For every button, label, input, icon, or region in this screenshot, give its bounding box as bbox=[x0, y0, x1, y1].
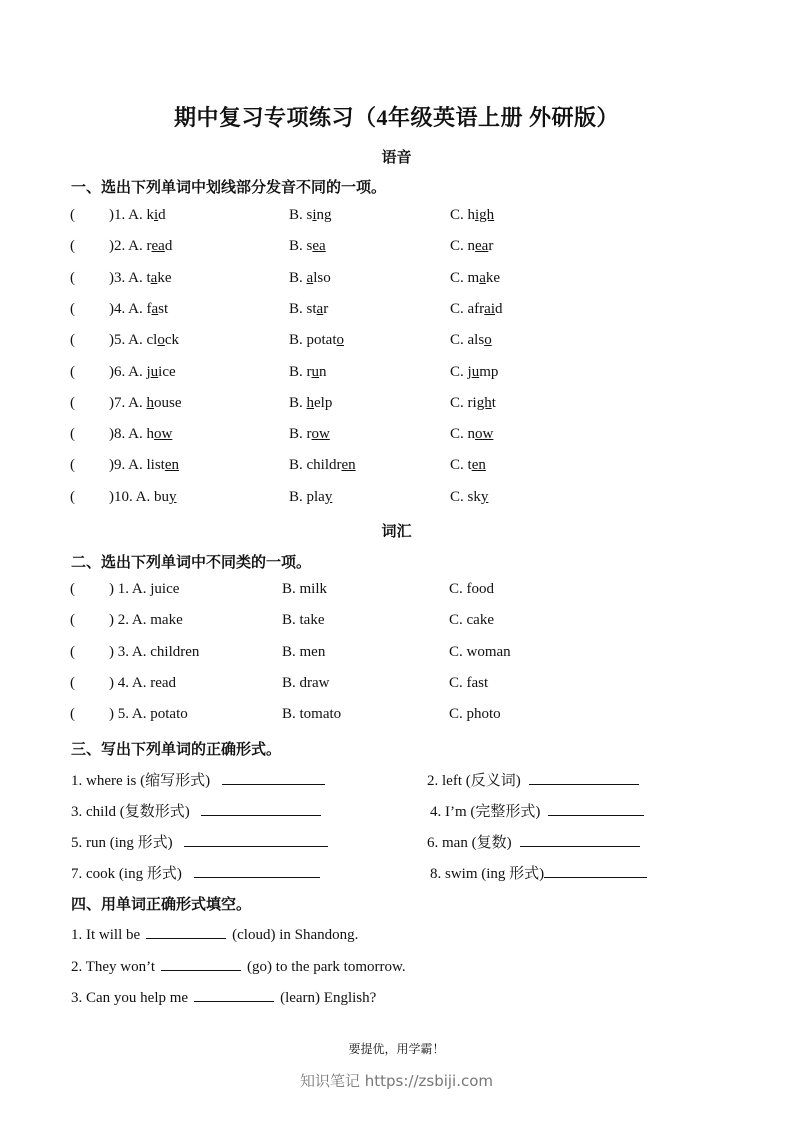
word-part: als bbox=[467, 332, 485, 349]
underlined-part: o bbox=[157, 332, 165, 349]
underlined-part: o bbox=[484, 332, 492, 349]
word-part: t bbox=[467, 457, 472, 474]
answer-line[interactable] bbox=[222, 770, 325, 785]
word-part: d bbox=[495, 300, 503, 317]
option-prefix: B. bbox=[289, 300, 307, 317]
option-a: read bbox=[150, 674, 177, 691]
answer-blank[interactable]: ( bbox=[70, 238, 75, 255]
option-b bbox=[289, 457, 356, 474]
page-title: 期中复习专项练习（4年级英语上册 外研版） bbox=[173, 105, 619, 130]
option-a bbox=[147, 426, 173, 442]
answer-blank[interactable]: ( bbox=[70, 457, 75, 474]
question-row bbox=[0, 489, 793, 511]
answer-blank[interactable]: ( bbox=[70, 332, 75, 349]
option-a: potato bbox=[150, 706, 188, 723]
word-part: j bbox=[146, 363, 151, 380]
question-text: 5. run (ing 形式) bbox=[71, 835, 173, 851]
question-row bbox=[0, 924, 793, 946]
answer-blank[interactable]: ( bbox=[70, 269, 75, 286]
answer-line[interactable] bbox=[544, 863, 647, 878]
question-row bbox=[0, 644, 793, 666]
answer-blank[interactable]: ( bbox=[70, 612, 75, 629]
word-part: d bbox=[158, 207, 166, 223]
question-row bbox=[0, 612, 793, 634]
question-row bbox=[0, 332, 793, 354]
option-prefix: B. bbox=[289, 238, 307, 255]
option-b: B. tomato bbox=[282, 706, 342, 723]
question-text: 1. where is (缩写形式) bbox=[71, 773, 211, 789]
word-part: h bbox=[467, 207, 476, 223]
instruction-part-2: 二、选出下列单词中不同类的一项。 bbox=[71, 555, 312, 571]
sentence-start: 3. Can you help me bbox=[71, 990, 189, 1006]
option-b bbox=[289, 270, 331, 287]
option-a bbox=[147, 207, 166, 223]
fill-sentence bbox=[71, 956, 406, 976]
instruction-part-1: 一、选出下列单词中划线部分发音不同的一项。 bbox=[71, 180, 387, 196]
number-label: )4. A. bbox=[109, 300, 143, 317]
option-prefix: B. bbox=[289, 394, 307, 411]
word-part: r bbox=[146, 238, 152, 255]
option-a bbox=[147, 457, 180, 473]
option-prefix: C. bbox=[450, 300, 468, 317]
word-part: ri bbox=[467, 394, 477, 411]
word-part: pla bbox=[306, 488, 325, 505]
option-b bbox=[289, 207, 332, 224]
question-row bbox=[0, 395, 793, 417]
option-a bbox=[147, 332, 180, 348]
section-heading-pronunciation: 语音 bbox=[381, 150, 412, 166]
answer-line[interactable] bbox=[548, 801, 644, 816]
question-row bbox=[0, 675, 793, 697]
question-row bbox=[0, 301, 793, 323]
option-c bbox=[450, 395, 496, 412]
word-part: n bbox=[467, 238, 476, 255]
answer-blank[interactable]: ( bbox=[70, 488, 75, 505]
word-part: sk bbox=[467, 488, 481, 505]
footer-slogan: 要提优，用学霸！ bbox=[348, 1042, 445, 1056]
word-part: ke bbox=[485, 269, 501, 286]
word-part: s bbox=[306, 207, 313, 223]
section-heading-vocabulary: 词汇 bbox=[381, 524, 412, 540]
number-label: ) 3. A. bbox=[109, 643, 147, 660]
number-label: )8. A. bbox=[109, 426, 143, 443]
word-part: f bbox=[146, 300, 152, 317]
option-prefix: C. bbox=[450, 207, 468, 223]
underlined-part: a bbox=[316, 300, 324, 317]
question-number bbox=[109, 675, 176, 692]
option-prefix: C. bbox=[450, 332, 468, 349]
number-label: )6. A. bbox=[109, 363, 143, 380]
underlined-part: u bbox=[311, 363, 320, 380]
option-c: C. food bbox=[449, 581, 494, 597]
word-part: n bbox=[319, 363, 327, 380]
fill-sentence bbox=[71, 924, 358, 944]
word-part: m bbox=[467, 269, 480, 286]
word-part: childr bbox=[306, 457, 342, 474]
word-part: elp bbox=[314, 394, 333, 411]
underlined-part: y bbox=[169, 488, 177, 505]
option-a: make bbox=[150, 612, 183, 629]
underlined-part: ow bbox=[475, 426, 494, 443]
underlined-part: ea bbox=[312, 238, 326, 255]
answer-blank[interactable]: ( bbox=[70, 674, 75, 691]
option-c: C. cake bbox=[449, 612, 494, 629]
question-number bbox=[109, 489, 177, 506]
option-a bbox=[147, 238, 173, 254]
instruction-part-3: 三、写出下列单词的正确形式。 bbox=[71, 742, 282, 758]
answer-line[interactable] bbox=[146, 924, 226, 939]
number-label: )3. A. bbox=[109, 269, 143, 286]
right-question bbox=[427, 831, 640, 852]
question-number bbox=[109, 706, 188, 723]
option-b bbox=[289, 489, 332, 506]
option-prefix: B. bbox=[289, 269, 307, 286]
answer-blank[interactable]: ( bbox=[70, 643, 75, 660]
option-b: B. draw bbox=[282, 674, 330, 691]
option-b bbox=[289, 364, 327, 381]
answer-line[interactable] bbox=[184, 832, 328, 847]
option-c bbox=[450, 426, 493, 443]
fill-sentence bbox=[71, 987, 376, 1007]
word-part: t bbox=[146, 269, 151, 286]
left-question bbox=[71, 862, 320, 883]
answer-blank[interactable]: ( bbox=[70, 207, 75, 223]
word-part: list bbox=[146, 457, 165, 474]
question-row bbox=[0, 238, 793, 260]
option-c bbox=[450, 489, 488, 506]
option-prefix: B. bbox=[289, 332, 307, 349]
number-label: )7. A. bbox=[109, 394, 143, 411]
word-part: afr bbox=[467, 300, 485, 317]
question-row bbox=[0, 207, 793, 229]
question-number bbox=[109, 395, 182, 412]
question-row bbox=[0, 706, 793, 728]
option-b bbox=[289, 301, 328, 318]
question-row bbox=[0, 956, 793, 978]
left-question bbox=[71, 800, 321, 821]
question-text: 2. left (反义词) bbox=[427, 773, 521, 789]
option-b bbox=[289, 395, 332, 412]
word-part: bu bbox=[154, 488, 169, 505]
underlined-part: igh bbox=[475, 207, 495, 223]
question-number bbox=[109, 207, 166, 224]
word-part: cl bbox=[146, 332, 158, 349]
number-label: )5. A. bbox=[109, 332, 143, 349]
option-a bbox=[147, 270, 172, 286]
word-part: st bbox=[306, 300, 317, 317]
sentence-end: (learn) English? bbox=[280, 990, 377, 1006]
right-question bbox=[430, 862, 647, 883]
underlined-part: a bbox=[479, 269, 486, 286]
question-row bbox=[0, 426, 793, 448]
option-b: B. men bbox=[282, 643, 326, 660]
option-prefix: B. bbox=[289, 488, 307, 505]
right-question bbox=[430, 800, 644, 821]
underlined-part: u bbox=[471, 363, 480, 380]
option-prefix: C. bbox=[450, 488, 468, 505]
question-row bbox=[0, 862, 793, 884]
answer-line[interactable] bbox=[201, 801, 321, 816]
word-part: h bbox=[146, 426, 154, 443]
word-part: r bbox=[488, 238, 494, 255]
word-part: k bbox=[146, 207, 154, 223]
underlined-part: o bbox=[336, 332, 345, 349]
word-part: d bbox=[164, 238, 173, 255]
option-prefix: C. bbox=[450, 394, 468, 411]
sentence-end: (cloud) in Shandong. bbox=[232, 927, 359, 943]
underlined-part: a bbox=[306, 269, 314, 286]
option-prefix: C. bbox=[450, 426, 468, 443]
option-a: children bbox=[150, 643, 200, 660]
word-part: ck bbox=[164, 332, 179, 349]
word-part: lso bbox=[313, 269, 331, 286]
question-number bbox=[109, 270, 172, 287]
question-row bbox=[0, 831, 793, 853]
underlined-part: en bbox=[341, 457, 356, 474]
word-part: n bbox=[467, 426, 476, 443]
underlined-part: y bbox=[324, 488, 333, 505]
word-part: r bbox=[306, 363, 312, 380]
underlined-part: u bbox=[150, 363, 159, 380]
question-text: 6. man (复数) bbox=[427, 835, 512, 851]
underlined-part: ea bbox=[475, 238, 489, 255]
option-c bbox=[450, 332, 492, 349]
option-prefix: C. bbox=[450, 238, 468, 255]
word-part: st bbox=[158, 300, 169, 317]
option-b: B. take bbox=[282, 612, 325, 629]
number-label: ) 4. A. bbox=[109, 674, 147, 691]
question-row bbox=[0, 987, 793, 1009]
number-label: )1. A. bbox=[109, 207, 143, 223]
underlined-part: a bbox=[151, 300, 159, 317]
word-part: potat bbox=[306, 332, 337, 349]
word-part: ng bbox=[316, 207, 332, 223]
option-a bbox=[147, 301, 169, 317]
number-label: ) 5. A. bbox=[109, 706, 147, 723]
question-number bbox=[109, 238, 172, 255]
question-number bbox=[109, 457, 179, 474]
underlined-part: ea bbox=[151, 238, 165, 255]
number-label: )9. A. bbox=[109, 457, 143, 474]
question-row bbox=[0, 457, 793, 479]
underlined-part: en bbox=[164, 457, 180, 474]
underlined-part: h bbox=[306, 394, 315, 411]
option-prefix: C. bbox=[450, 363, 468, 380]
question-number bbox=[109, 301, 168, 318]
left-question bbox=[71, 831, 328, 852]
option-c: C. woman bbox=[449, 643, 511, 660]
option-c: C. fast bbox=[449, 674, 489, 691]
underlined-part: gh bbox=[476, 394, 492, 411]
answer-line[interactable] bbox=[194, 987, 274, 1002]
number-label: ) 2. A. bbox=[109, 612, 147, 629]
answer-line[interactable] bbox=[529, 770, 639, 785]
answer-blank[interactable]: ( bbox=[70, 363, 75, 380]
option-b bbox=[289, 332, 344, 349]
answer-blank[interactable]: ( bbox=[70, 394, 75, 411]
sentence-end: (go) to the park tomorrow. bbox=[247, 958, 406, 975]
answer-line[interactable] bbox=[161, 956, 241, 971]
option-b: B. milk bbox=[282, 581, 328, 597]
word-part: t bbox=[491, 394, 496, 411]
number-label: )10. A. bbox=[109, 488, 151, 505]
word-part: r bbox=[323, 300, 329, 317]
word-part: mp bbox=[479, 363, 499, 380]
word-part: s bbox=[306, 238, 313, 255]
word-part: r bbox=[306, 426, 312, 443]
question-number bbox=[109, 426, 172, 443]
left-question bbox=[71, 769, 325, 790]
option-c bbox=[450, 301, 503, 318]
option-a bbox=[147, 364, 176, 380]
question-text: 4. I’m (完整形式) bbox=[430, 804, 541, 820]
word-part: ice bbox=[158, 363, 176, 380]
number-label: ) 1. A. bbox=[109, 581, 147, 597]
option-prefix: B. bbox=[289, 426, 307, 443]
question-number bbox=[109, 612, 183, 629]
question-number bbox=[109, 332, 179, 349]
option-c bbox=[450, 207, 494, 224]
option-b bbox=[289, 238, 326, 255]
option-a bbox=[147, 395, 182, 411]
option-c bbox=[450, 457, 486, 474]
word-part: ke bbox=[157, 269, 172, 286]
sentence-start: 2. They won’t bbox=[71, 958, 156, 975]
underlined-part: h bbox=[146, 394, 154, 411]
underlined-part: i bbox=[312, 207, 317, 223]
option-prefix: B. bbox=[289, 457, 307, 474]
word-part: ouse bbox=[154, 394, 182, 411]
option-c: C. photo bbox=[449, 706, 501, 723]
answer-blank[interactable]: ( bbox=[70, 581, 75, 597]
question-text: 8. swim (ing 形式) bbox=[430, 866, 545, 882]
watermark: 知识笔记 https://zsbiji.com bbox=[299, 1072, 494, 1090]
question-row bbox=[0, 270, 793, 292]
right-question bbox=[427, 769, 639, 790]
option-prefix: C. bbox=[450, 269, 468, 286]
question-row bbox=[0, 769, 793, 791]
underlined-part: i bbox=[154, 207, 159, 223]
question-number bbox=[109, 644, 199, 661]
option-a: juice bbox=[150, 581, 180, 597]
question-text: 7. cook (ing 形式) bbox=[71, 866, 182, 882]
answer-line[interactable] bbox=[194, 863, 320, 878]
answer-blank[interactable]: ( bbox=[70, 706, 75, 723]
question-text: 3. child (复数形式) bbox=[71, 804, 190, 820]
underlined-part: ai bbox=[484, 300, 495, 317]
underlined-part: en bbox=[471, 457, 486, 474]
option-c bbox=[450, 238, 493, 255]
sentence-start: 1. It will be bbox=[71, 927, 141, 943]
question-number bbox=[109, 581, 179, 598]
question-row bbox=[0, 364, 793, 386]
option-b bbox=[289, 426, 330, 443]
underlined-part: y bbox=[480, 488, 489, 505]
answer-blank[interactable]: ( bbox=[70, 426, 75, 443]
option-c bbox=[450, 270, 500, 287]
answer-blank[interactable]: ( bbox=[70, 300, 75, 317]
answer-line[interactable] bbox=[520, 832, 640, 847]
option-a bbox=[154, 489, 177, 505]
question-row bbox=[0, 581, 793, 603]
instruction-part-4: 四、用单词正确形式填空。 bbox=[71, 897, 252, 913]
question-row bbox=[0, 800, 793, 822]
underlined-part: ow bbox=[154, 426, 173, 443]
question-number bbox=[109, 364, 176, 381]
word-part: j bbox=[467, 363, 472, 380]
option-prefix: B. bbox=[289, 363, 307, 380]
option-prefix: C. bbox=[450, 457, 468, 474]
underlined-part: a bbox=[150, 269, 158, 286]
number-label: )2. A. bbox=[109, 238, 143, 255]
option-c bbox=[450, 364, 498, 381]
option-prefix: B. bbox=[289, 207, 307, 223]
underlined-part: ow bbox=[311, 426, 330, 443]
